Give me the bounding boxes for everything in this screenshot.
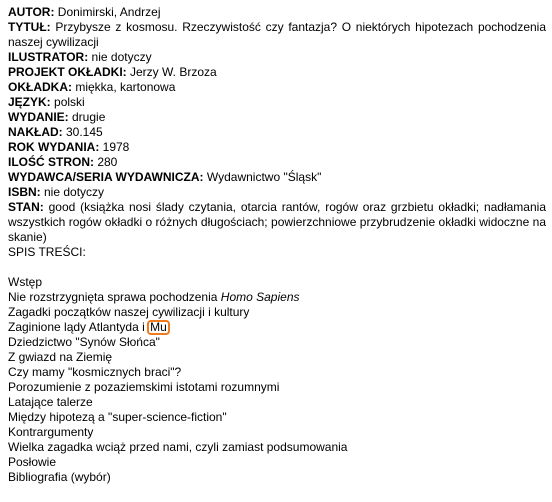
toc-item-text: Dziedzictwo "Synów Słońca" (8, 335, 160, 349)
field-value: polski (50, 95, 85, 109)
toc-item (8, 425, 546, 440)
highlighted-term: Mu (147, 320, 170, 335)
field-row (8, 140, 546, 155)
toc-item (8, 380, 546, 395)
field-value: miękka, kartonowa (72, 80, 176, 94)
field-label: NAKŁAD: (8, 125, 63, 139)
toc-item-text: Kontrargumenty (8, 425, 94, 439)
field-row (8, 155, 546, 170)
field-label: ILOŚĆ STRON: (8, 155, 94, 169)
toc-item (8, 470, 546, 485)
field-row (8, 20, 546, 50)
toc-item (8, 320, 546, 335)
field-value: 280 (94, 155, 118, 169)
toc-item-text: Zagadki początków naszej cywilizacji i kultury (8, 305, 250, 319)
toc-item (8, 410, 546, 425)
toc-item-text: Między hipotezą a "super-science-fiction" (8, 410, 227, 424)
field-label: PROJEKT OKŁADKI: (8, 65, 127, 79)
toc-item (8, 290, 546, 305)
toc-heading: SPIS TREŚCI: (8, 245, 86, 259)
field-label: WYDANIE: (8, 110, 69, 124)
toc-item-text: Latające talerze (8, 395, 93, 409)
table-of-contents (8, 275, 546, 485)
toc-item-text: Bibliografia (wybór) (8, 470, 111, 484)
field-value: good (książka nosi ślady czytania, otarcia rantów, rogów oraz grzbietu okładki; nadłamania wszystkich rogów okładki o różnych długościach; powierzchniowe przybrudzenie okładki widoczne na skanie) (8, 200, 546, 244)
field-value: 30.145 (62, 125, 103, 139)
spacer (8, 260, 546, 275)
toc-item-text: Posłowie (8, 455, 57, 469)
field-label: JĘZYK: (8, 95, 51, 109)
field-row (8, 50, 546, 65)
field-value: Jerzy W. Brzoza (126, 65, 217, 79)
field-label: ROK WYDANIA: (8, 140, 100, 154)
toc-item-text: Wielka zagadka wciąż przed nami, czyli zamiast podsumowania (8, 440, 348, 454)
toc-item (8, 335, 546, 350)
metadata-fields (8, 5, 546, 245)
field-value: 1978 (99, 140, 130, 154)
field-row (8, 95, 546, 110)
field-value: nie dotyczy (40, 185, 105, 199)
field-label: ISBN: (8, 185, 41, 199)
field-label: STAN: (8, 200, 44, 214)
field-label: TYTUŁ: (8, 20, 51, 34)
field-value: nie dotyczy (88, 50, 152, 64)
field-label: ILUSTRATOR: (8, 50, 89, 64)
field-value: Donimirski, Andrzej (54, 5, 161, 19)
toc-item-text: Wstęp (8, 275, 43, 289)
field-row (8, 125, 546, 140)
field-row (8, 65, 546, 80)
field-value: Przybysze z kosmosu. Rzeczywistość czy fantazja? O niektórych hipotezach pochodzenia naszej cywilizacji (8, 20, 546, 49)
field-value: Wydawnictwo "Śląsk" (203, 170, 322, 184)
field-row (8, 170, 546, 185)
field-row (8, 110, 546, 125)
field-label: OKŁADKA: (8, 80, 72, 94)
toc-item-text: Z gwiazd na Ziemię (8, 350, 113, 364)
field-label: AUTOR: (8, 5, 55, 19)
toc-item (8, 305, 546, 320)
field-row (8, 185, 546, 200)
toc-item-text: Czy mamy "kosmicznych braci"? (8, 365, 182, 379)
toc-item (8, 365, 546, 380)
toc-item-text: Zaginione lądy Atlantyda i (8, 320, 149, 334)
toc-item-italic: Homo Sapiens (220, 290, 300, 304)
toc-item (8, 440, 546, 455)
toc-item (8, 395, 546, 410)
toc-item (8, 350, 546, 365)
field-row (8, 80, 546, 95)
field-row (8, 200, 546, 245)
toc-item-text: Nie rozstrzygnięta sprawa pochodzenia (8, 290, 221, 304)
toc-item (8, 275, 546, 290)
toc-item (8, 455, 546, 470)
field-row (8, 5, 546, 20)
field-value: drugie (68, 110, 106, 124)
field-label: WYDAWCA/SERIA WYDAWNICZA: (8, 170, 204, 184)
toc-item-text: Porozumienie z pozaziemskimi istotami rozumnymi (8, 380, 280, 394)
